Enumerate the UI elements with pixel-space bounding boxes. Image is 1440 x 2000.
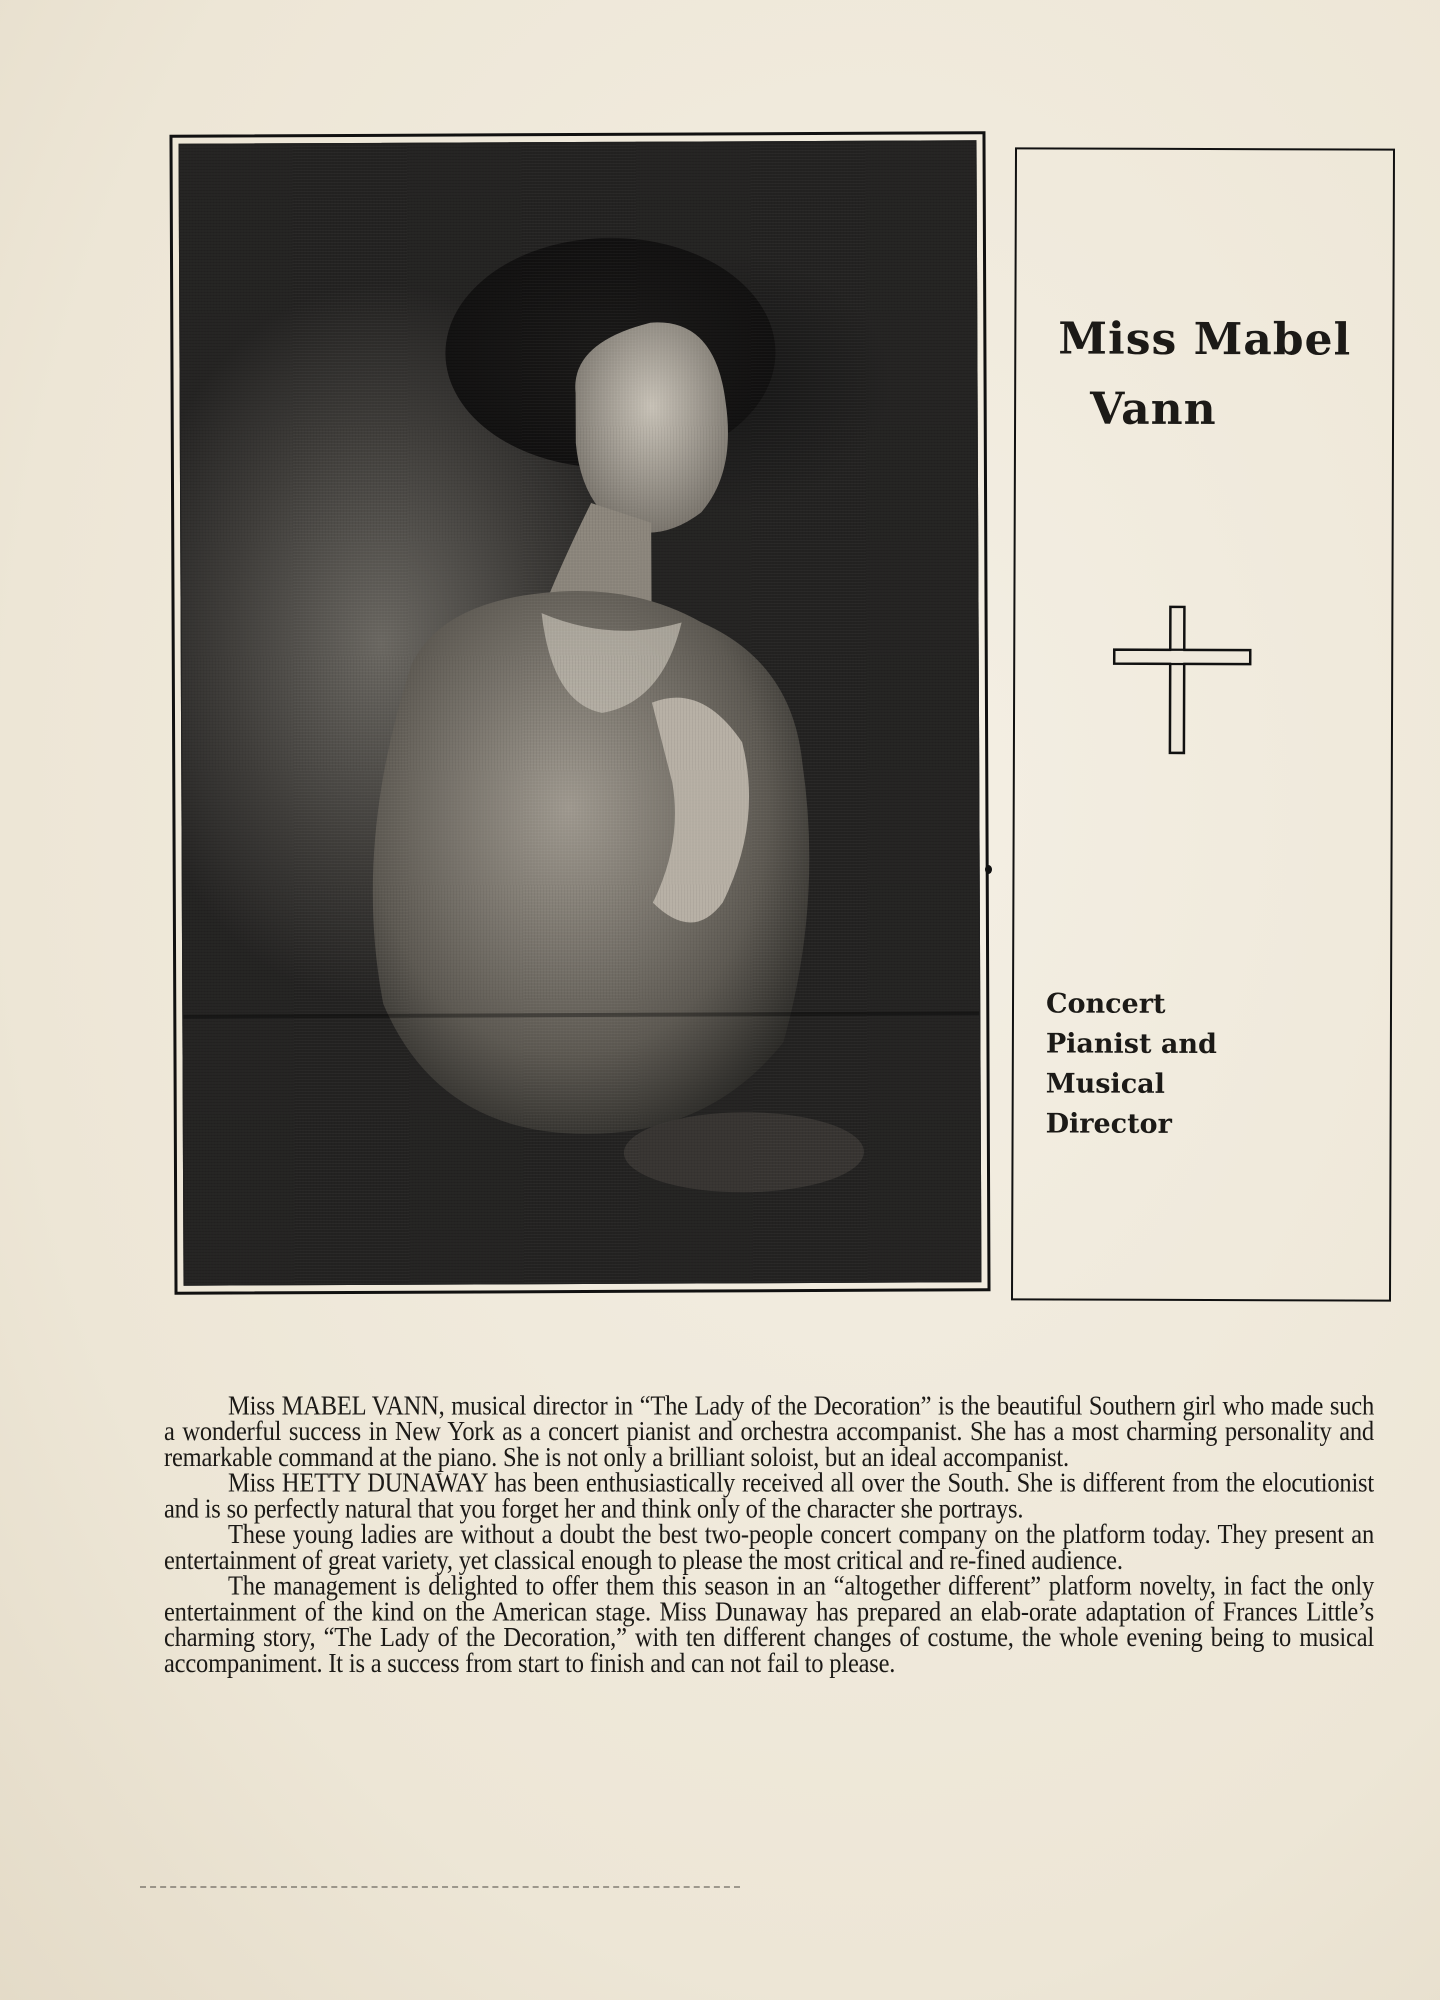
bio-paragraph: Miss HETTY DUNAWAY has been enthusiastically received all over the South. She is different from the elocutionist and is so perfectly natural that you forget her and think only of the character she portrays. bbox=[164, 1468, 1374, 1525]
performer-role bbox=[1046, 984, 1347, 1145]
role-line: Director bbox=[1045, 1108, 1172, 1140]
bio-paragraph: These young ladies are without a doubt the best two-people concert company on the platform today. They present an entertainment of great variety, yet classical enough to please the most critical and re-fined audience. bbox=[164, 1519, 1374, 1576]
role-line: Concert bbox=[1045, 988, 1166, 1020]
bio-paragraph: The management is delighted to offer them this season in an “altogether different” platform novelty, in fact the only entertainment of the kind on the American stage. Miss Dunaway has prepared an elab-orate adaptation of Frances Little’s charming story, “The Lady of the Decoration,” with ten different changes of costume, the whole evening being to musical accompaniment. It is a success from start to finish and can not fail to please. bbox=[164, 1571, 1374, 1679]
name-panel bbox=[1011, 147, 1395, 1301]
ink-speck bbox=[985, 865, 992, 874]
performer-name-line2: Vann bbox=[1090, 383, 1217, 436]
portrait-frame bbox=[169, 131, 990, 1295]
portrait-photo bbox=[179, 140, 982, 1285]
performer-name bbox=[1058, 304, 1378, 445]
photo-grain bbox=[180, 141, 981, 1284]
role-line: Pianist and bbox=[1045, 1028, 1217, 1061]
bio-paragraph: Miss MABEL VANN, musical director in “The Lady of the Decoration” is the beautiful Southern girl who made such a wonderful success in New York as a concert pianist and orchestra accompanist. She has a most charming personality and remarkable command at the piano. She is not only a brilliant soloist, but an ideal accompanist. bbox=[164, 1390, 1374, 1473]
bio-text bbox=[164, 1390, 1374, 1679]
cross-icon bbox=[1112, 605, 1253, 755]
bottom-rule bbox=[140, 1886, 740, 1888]
role-line: Musical bbox=[1045, 1068, 1165, 1100]
performer-name-line1: Miss Mabel bbox=[1058, 313, 1352, 366]
